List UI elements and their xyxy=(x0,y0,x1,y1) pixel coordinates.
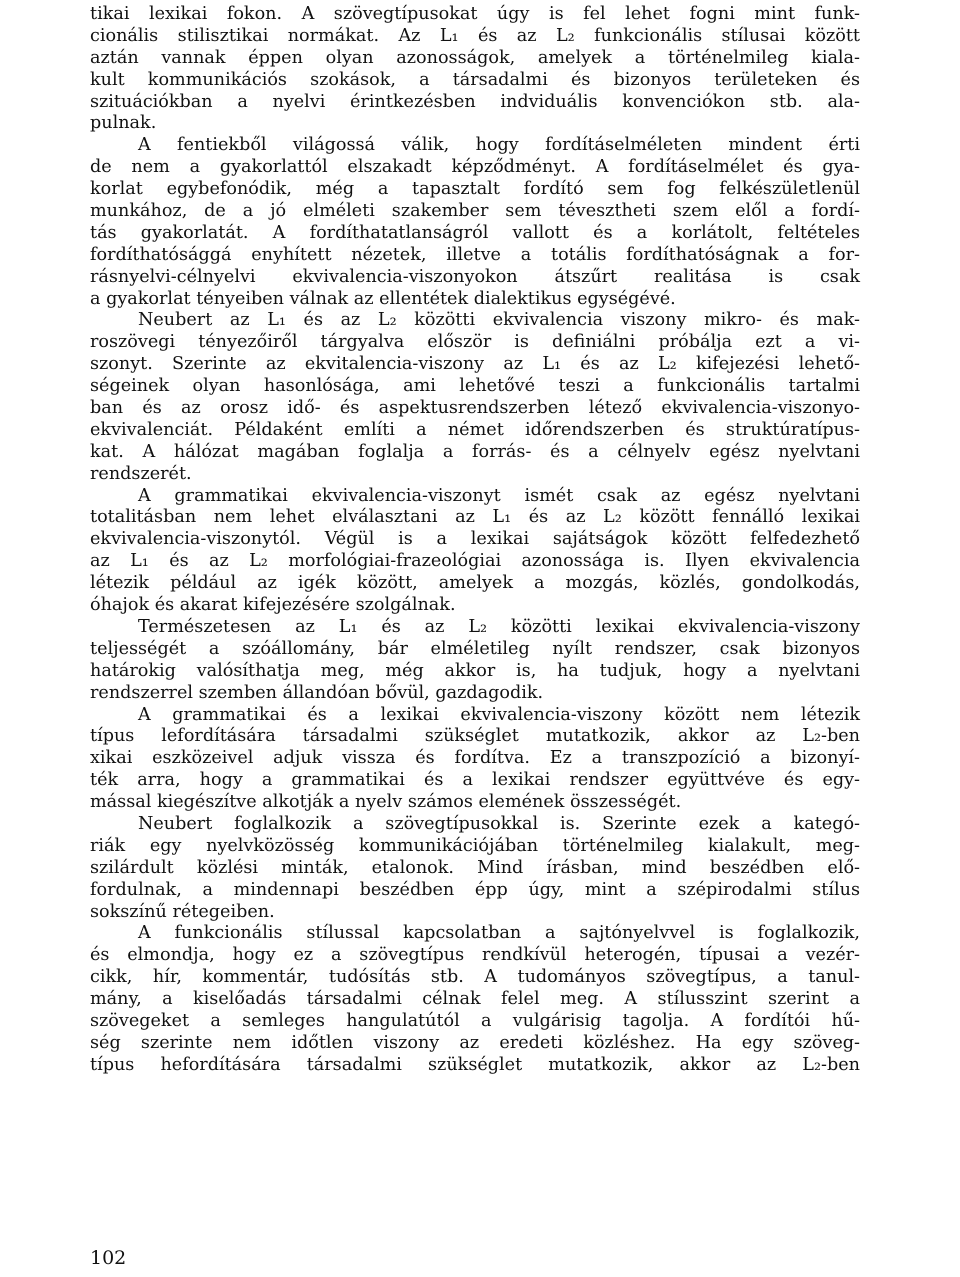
text-line: Neubert az L₁ és az L₂ közötti ekvivalencia viszony mikro- és mak- xyxy=(138,310,860,331)
text-line: mással kiegészítve alkotják a nyelv számos elemének összességét. xyxy=(90,792,682,813)
text-line: fordulnak, a mindennapi beszédben épp úgy, mint a szépirodalmi stílus xyxy=(90,879,860,900)
text-line: cikk, hír, kommentár, tudósítás stb. A tudományos szövegtípus, a tanul- xyxy=(90,967,860,988)
text-line: létezik például az igék között, amelyek a mozgás, közlés, gondolkodás, xyxy=(90,573,860,594)
text-line: ekvivalencia-viszonytól. Végül is a lexikai sajátságok között felfedezhető xyxy=(90,529,860,550)
text-line: szituációkban a nyelvi érintkezésben indviduális konvenciókon stb. ala- xyxy=(90,91,860,112)
text-line: fordíthatósággá enyhített nézetek, illetve a totális fordíthatóságnak a for- xyxy=(90,244,860,265)
text-line: szonyt. Szerinte az ekvitalencia-viszony az L₁ és az L₂ kifejezési lehető- xyxy=(90,354,860,375)
text-line: és elmondja, hogy ez a szövegtípus rendkívül heterogén, típusai a vezér- xyxy=(90,945,860,966)
page-text xyxy=(90,4,860,1077)
text-line: ték arra, hogy a grammatikai és a lexikai rendszer együttvéve és egy- xyxy=(90,770,860,791)
text-line: típus hefordítására társadalmi szükséglet mutatkozik, akkor az L₂-ben xyxy=(90,1054,860,1075)
text-line: riák egy nyelvközösség kommunikációjában történelmileg kialakult, meg- xyxy=(90,835,860,856)
text-line: határokig valósíthatja meg, még akkor is, ha tudjuk, hogy a nyelvtani xyxy=(90,660,860,681)
text-line: A grammatikai és a lexikai ekvivalencia-viszony között nem létezik xyxy=(138,704,860,725)
text-line: cionális stilisztikai normákat. Az L₁ és az L₂ funkcionális stílusai között xyxy=(90,25,860,46)
text-line: Neubert foglalkozik a szövegtípusokkal is. Szerinte ezek a kategó- xyxy=(138,813,860,834)
text-line: sokszínű rétegeiben. xyxy=(90,901,275,922)
text-line: kult kommunikációs szokások, a társadalmi és bizonyos területeken és xyxy=(90,69,860,90)
text-line: kat. A hálózat magában foglalja a forrás- és a célnyelv egész nyelvtani xyxy=(90,441,860,462)
text-line: ban és az orosz idő- és aspektusrendszerben létező ekvivalencia-viszonyo- xyxy=(90,398,860,419)
text-line: óhajok és akarat kifejezésére szolgálnak. xyxy=(90,595,456,616)
text-line: szilárdult közlési minták, etalonok. Mind írásban, mind beszédben elő- xyxy=(90,857,860,878)
text-line: típus lefordítására társadalmi szükséglet mutatkozik, akkor az L₂-ben xyxy=(90,726,860,747)
text-line: szövegeket a semleges hangulatútól a vulgárisig tagolja. A fordítói hű- xyxy=(90,1010,860,1031)
text-line: pulnak. xyxy=(90,113,157,134)
text-line: totalitásban nem lehet elválasztani az L₁ és az L₂ között fennálló lexikai xyxy=(90,507,860,528)
text-line: az L₁ és az L₂ morfológiai-frazeológiai azonossága is. Ilyen ekvivalencia xyxy=(90,551,860,572)
text-line: tás gyakorlatát. A fordíthatatlanságról vallott és a korlátolt, feltételes xyxy=(90,222,860,243)
text-line: rendszerét. xyxy=(90,463,192,484)
text-line: de nem a gyakorlattól elszakadt képződményt. A fordításelmélet és gya- xyxy=(90,157,860,178)
page-number: 102 xyxy=(90,1247,127,1269)
text-line: teljességét a szóállomány, bár elméletileg nyílt rendszer, csak bizonyos xyxy=(90,638,860,659)
text-line: Természetesen az L₁ és az L₂ közötti lexikai ekvivalencia-viszony xyxy=(138,616,860,637)
text-line: aztán vannak éppen olyan azonosságok, amelyek a történelmileg kiala- xyxy=(90,47,860,68)
text-line: A fentiekből világossá válik, hogy fordításelméleten mindent érti xyxy=(138,135,860,156)
text-line: xikai eszközeivel adjuk vissza és fordítva. Ez a transzpozíció a bizonyí- xyxy=(90,748,860,769)
text-line: A funkcionális stílussal kapcsolatban a sajtónyelvvel is foglalkozik, xyxy=(138,923,860,944)
text-line: mány, a kiselőadás társadalmi célnak felel meg. A stílusszint szerint a xyxy=(90,989,860,1010)
text-line: A grammatikai ekvivalencia-viszonyt ismét csak az egész nyelvtani xyxy=(138,485,860,506)
text-line: rásnyelvi-célnyelvi ekvivalencia-viszonyokon átszűrt realitása is csak xyxy=(90,266,860,287)
text-line: ség szerinte nem időtlen viszony az eredeti közléshez. Ha egy szöveg- xyxy=(90,1032,860,1053)
text-line: korlat egybefonódik, még a tapasztalt fordító sem fog felkészületlenül xyxy=(90,179,860,200)
text-line: a gyakorlat tényeiben válnak az ellentétek dialektikus egységévé. xyxy=(90,288,676,309)
text-line: tikai lexikai fokon. A szövegtípusokat úgy is fel lehet fogni mint funk- xyxy=(90,4,860,24)
text-line: ekvivalenciát. Példaként említi a német időrendszerben és struktúratípus- xyxy=(90,419,860,440)
text-line: roszövegi tényezőiről tárgyalva először is definiálni próbálja ezt a vi- xyxy=(90,332,860,353)
text-line: rendszerrel szemben állandóan bővül, gazdagodik. xyxy=(90,682,544,703)
text-line: ségeinek olyan hasonlósága, ami lehetővé teszi a funkcionális tartalmi xyxy=(90,376,860,397)
text-line: munkához, de a jó elméleti szakember sem tévesztheti szem elől a fordí- xyxy=(90,201,860,222)
